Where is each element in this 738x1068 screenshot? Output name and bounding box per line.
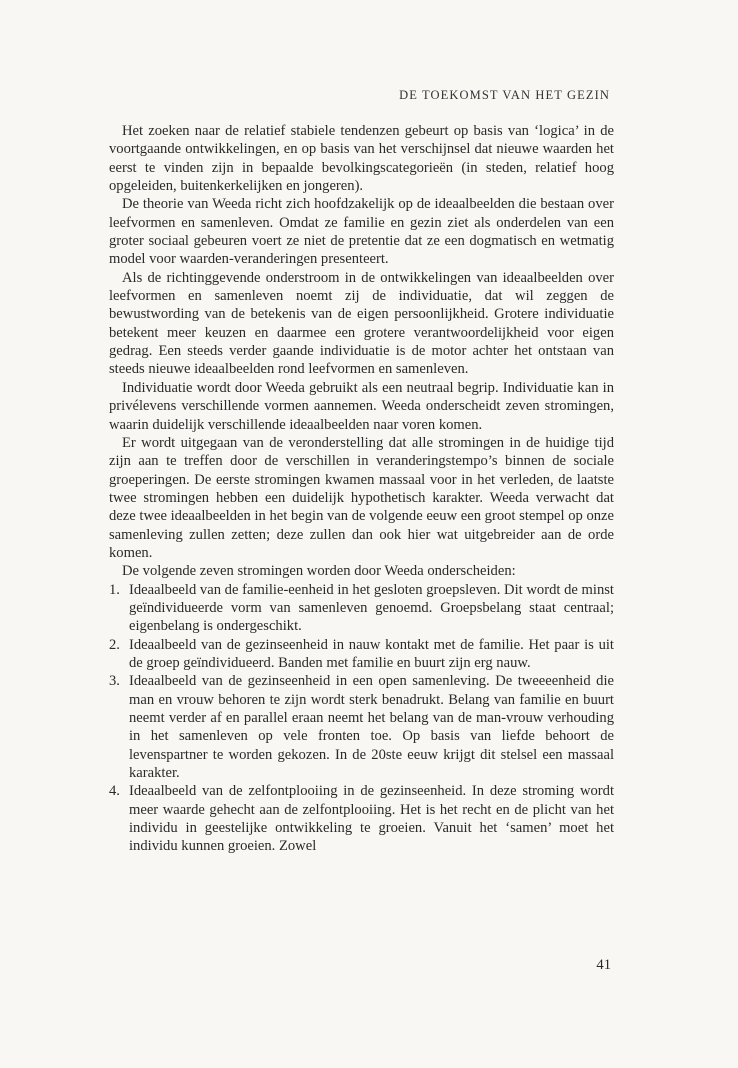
list-item	[109, 581, 614, 636]
list-item-text: Ideaalbeeld van de zelfontplooiing in de gezinseenheid. In deze stroming wordt meer waarde gehecht aan de zelfontplooiing. Het is het recht en de plicht van het individu in geestelijke ontwikkeling te groeien. Vanuit het ‘samen’ moet het individu kunnen groeien. Zowel	[129, 783, 614, 855]
list-item	[109, 672, 614, 782]
page-number: 41	[596, 957, 611, 973]
paragraph: Als de richtinggevende onderstroom in de ontwikkelingen van ideaalbeelden over leefvormen en samenleven noemt zij de individuatie, dat wil zeggen de bewustwording van de betekenis van de eigen persoonlijkheid. Grotere individuatie betekent meer keuzen en daarmee een grotere verantwoordelijkheid voor eigen gedrag. Een steeds verder gaande individuatie is de motor achter het ontstaan van steeds nieuwe ideaalbeelden rond leefvormen en samenleven.	[109, 269, 614, 378]
list-item-text: Ideaalbeeld van de gezinseenheid in nauw kontakt met de familie. Het paar is uit de groep geïndividueerd. Banden met familie en buurt zijn erg nauw.	[129, 636, 614, 671]
running-head: DE TOEKOMST VAN HET GEZIN	[399, 88, 610, 102]
paragraph: De theorie van Weeda richt zich hoofdzakelijk op de ideaalbeelden die bestaan over leefvormen en samenleven. Omdat ze familie en gezin ziet als onderdelen van een groter sociaal gebeuren voert ze niet de pretentie dat ze een dogmatisch en wetmatig model voor waarden-veranderingen presenteert.	[109, 196, 614, 268]
list-item	[109, 782, 614, 855]
paragraph: Individuatie wordt door Weeda gebruikt als een neutraal begrip. Individuatie kan in privélevens verschillende vormen aannemen. Weeda onderscheidt zeven stromingen, waarin duidelijk verschillende ideaalbeelden naar voren komen.	[109, 379, 614, 433]
list-item-number: 3.	[109, 673, 120, 690]
paragraph: Het zoeken naar de relatief stabiele tendenzen gebeurt op basis van ‘logica’ in de voortgaande ontwikkelingen, en op basis van het verschijnsel dat nieuwe waarden het eerst te vinden zijn in bepaalde bevolkingscategorieën (in steden, relatief hoog opgeleiden, buitenkerkelijken en jongeren).	[109, 123, 614, 195]
list-item-number: 4.	[109, 783, 120, 800]
list-item-number: 1.	[109, 581, 120, 598]
list-item-text: Ideaalbeeld van de familie-eenheid in het gesloten groepsleven. Dit wordt de minst geïndividueerde vorm van samenleven genoemd. Groepsbelang staat centraal; eigenbelang is ondergeschikt.	[129, 581, 614, 635]
list-item-text: Ideaalbeeld van de gezinseenheid in een open samenleving. De tweeeenheid die man en vrouw behoren te zijn wordt sterk benadrukt. Belang van familie en buurt neemt verder af en parallel eraan neemt het belang van de man-vrouw verhouding in het samenleven op vele fronten toe. Op basis van liefde behoort de levenspartner te worden gekozen. In de 20ste eeuw krijgt dit stelsel een massaal karakter.	[129, 673, 614, 782]
body-text	[109, 122, 614, 856]
list-item	[109, 636, 614, 673]
list-intro: De volgende zeven stromingen worden door Weeda onderscheiden:	[122, 563, 516, 580]
streams-list	[109, 581, 614, 856]
list-item-number: 2.	[109, 636, 120, 653]
paragraph: Er wordt uitgegaan van de veronderstelling dat alle stromingen in de huidige tijd zijn aan te treffen door de verschillen in veranderingstempo’s binnen de sociale groeperingen. De eerste stromingen kwamen massaal voor in het verleden, de laatste twee stromingen hebben een duidelijk hypothetisch karakter. Weeda verwacht dat deze twee ideaalbeelden in het begin van de volgende eeuw een groot stempel op onze samenleving zullen zetten; deze zullen dan ook hier wat uitgebreider aan de orde komen.	[109, 434, 614, 561]
